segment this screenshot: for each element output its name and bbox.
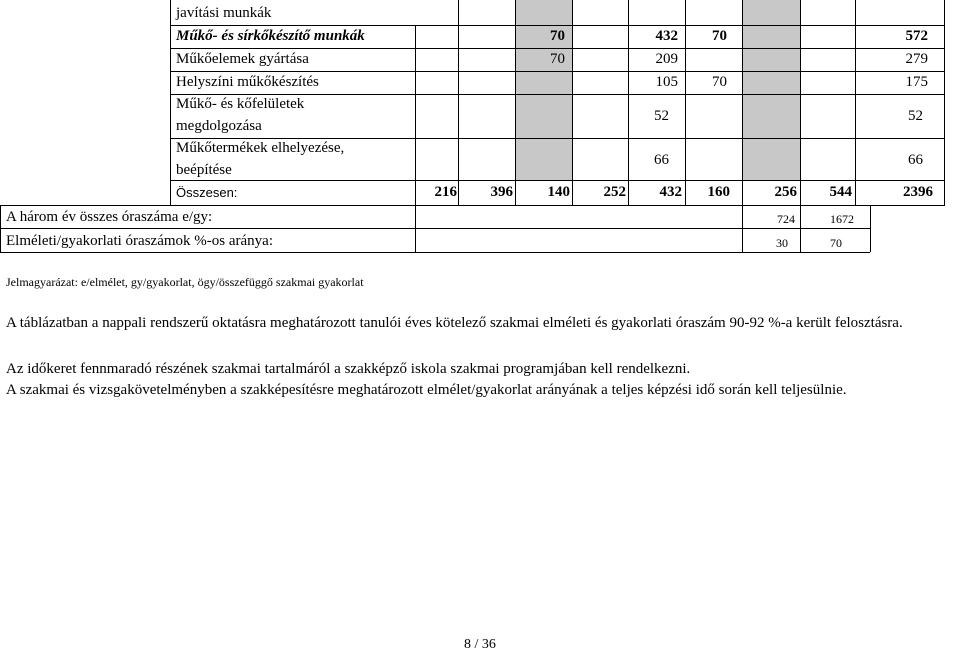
hour-table xyxy=(0,0,960,255)
row-label: javítási munkák xyxy=(176,5,272,21)
cell-value: 66 xyxy=(654,152,669,168)
total-value: 544 xyxy=(829,184,852,200)
cell-value: 432 xyxy=(655,28,678,44)
row-label: Helyszíni műkőkészítés xyxy=(176,74,319,90)
total-value: 140 xyxy=(547,184,570,200)
ratio-label: Elméleti/gyakorlati óraszámok %-os aránya: xyxy=(6,233,273,249)
total-value: 432 xyxy=(659,184,682,200)
shaded-column-2 xyxy=(742,0,800,180)
row-label-line1: Műkőtermékek elhelyezése, xyxy=(176,140,345,156)
total-value: 160 xyxy=(707,184,730,200)
three-year-e: 724 xyxy=(777,212,795,226)
total-label: Összesen: xyxy=(176,185,238,200)
cell-value: 279 xyxy=(905,51,928,67)
page-number: 8 / 36 xyxy=(464,637,496,652)
total-value: 396 xyxy=(490,184,513,200)
cell-value: 52 xyxy=(654,108,669,124)
ratio-e: 30 xyxy=(776,236,788,250)
paragraph-1: A táblázatban a nappali rendszerű oktatásra meghatározott tanulói éves kötelező szakmai elméleti és gyakorlati óraszám 90-92 %-a került felosztásra. xyxy=(6,315,903,331)
cell-value: 175 xyxy=(905,74,928,90)
total-value: 216 xyxy=(434,184,457,200)
paragraph-3: A szakmai és vizsgakövetelményben a szakképesítésre meghatározott elmélet/gyakorlat arányának a teljes képzési idő során kell teljesülnie. xyxy=(6,382,847,398)
row-label-line2: beépítése xyxy=(176,162,232,178)
total-value: 256 xyxy=(774,184,797,200)
total-value: 252 xyxy=(603,184,626,200)
ratio-gy: 70 xyxy=(830,236,842,250)
cell-value: 572 xyxy=(905,28,928,44)
cell-value: 70 xyxy=(550,51,565,67)
legend-text: Jelmagyarázat: e/elmélet, gy/gyakorlat, ögy/összefüggő szakmai gyakorlat xyxy=(6,275,364,289)
cell-value: 52 xyxy=(908,108,923,124)
cell-value: 105 xyxy=(655,74,678,90)
cell-value: 66 xyxy=(908,152,923,168)
three-year-label: A három év összes óraszáma e/gy: xyxy=(6,209,213,225)
total-value: 2396 xyxy=(903,184,933,200)
three-year-gy: 1672 xyxy=(830,212,854,226)
cell-value: 209 xyxy=(655,51,678,67)
row-label-line2: megdolgozása xyxy=(176,118,262,134)
cell-value: 70 xyxy=(712,74,727,90)
row-label: Műkőelemek gyártása xyxy=(176,51,309,67)
paragraph-2: Az időkeret fennmaradó részének szakmai tartalmáról a szakképző iskola szakmai programjában kell rendelkezni. xyxy=(6,361,691,377)
row-label-line1: Műkő- és kőfelületek xyxy=(176,96,305,112)
cell-value: 70 xyxy=(550,28,565,44)
cell-value: 70 xyxy=(712,28,727,44)
row-label: Műkő- és sírkőkészítő munkák xyxy=(176,28,365,44)
